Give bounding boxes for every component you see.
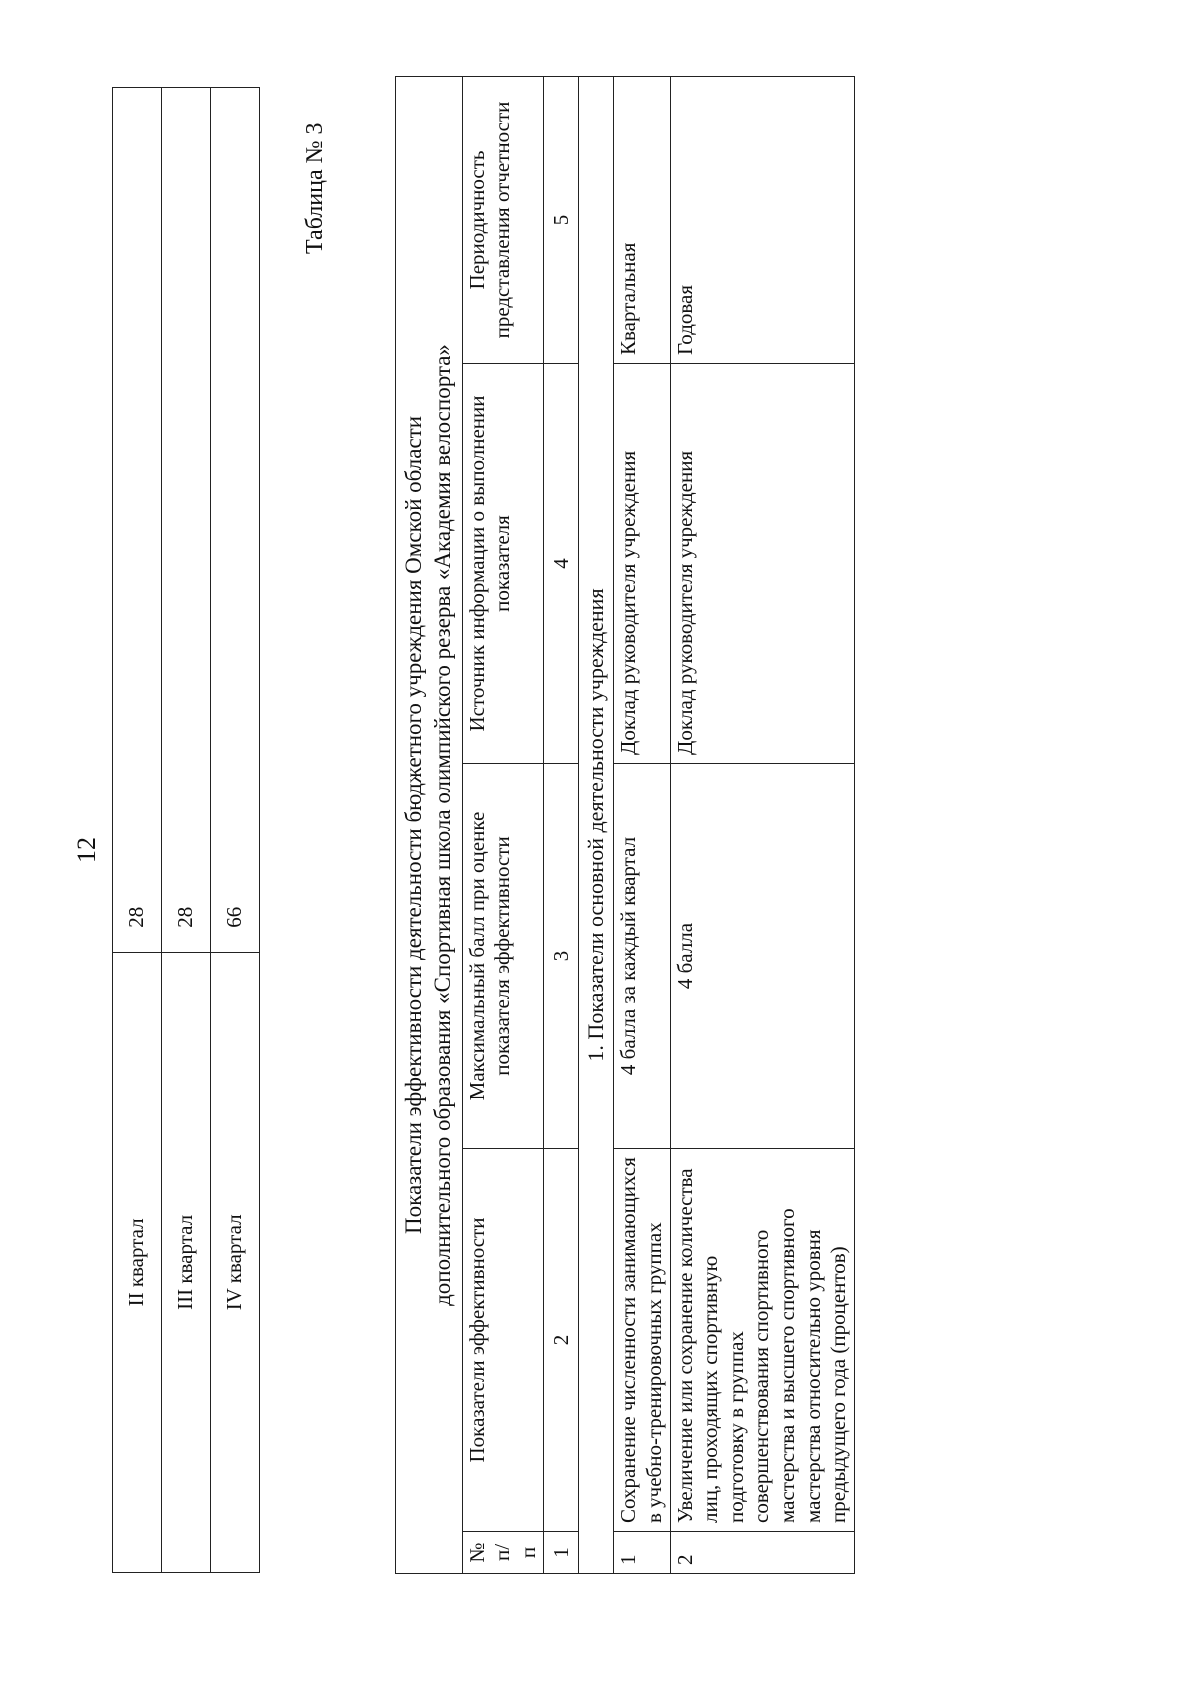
row-number: 1	[614, 1532, 670, 1574]
table-row	[670, 76, 854, 1573]
table-title	[396, 76, 463, 1573]
header-row	[462, 76, 544, 1573]
column-number: 2	[544, 1149, 579, 1532]
source-cell: Доклад руководителя учреждения	[670, 364, 854, 764]
header-cell: Источник информации о выполнении показателя	[462, 364, 544, 764]
source-cell: Доклад руководителя учреждения	[614, 364, 670, 764]
max-score-cell: 4 балла	[670, 764, 854, 1149]
table-row	[113, 88, 162, 1573]
column-number: 5	[544, 76, 579, 363]
table-row	[211, 88, 260, 1573]
section-title: 1. Показатели основной деятельности учреждения	[579, 76, 614, 1573]
periodicity-cell: Квартальная	[614, 76, 670, 363]
table-title-row	[396, 76, 463, 1573]
quarter-cell: II квартал	[113, 952, 162, 1572]
header-cell: № п/п	[462, 1532, 544, 1574]
table-title-line: Показатели эффективности деятельности бюджетного учреждения Омской области	[401, 415, 426, 1234]
indicator-cell: Сохранение численности занимающихся в учебно-тренировочных группах	[614, 1149, 670, 1532]
quarter-cell: III квартал	[162, 952, 211, 1572]
header-cell: Периодичность представления отчетности	[462, 76, 544, 363]
header-cell: Максимальный балл при оценке показателя эффективности	[462, 764, 544, 1149]
table-row	[614, 76, 670, 1573]
value-cell: 28	[162, 88, 211, 953]
quarter-cell: IV квартал	[211, 952, 260, 1572]
column-number: 1	[544, 1532, 579, 1574]
indicator-cell: Увеличение или сохранение количества лиц, проходящих спортивную подготовку в группах совершенствования спортивного мастерства и высшего спортивного мастерства относительно уровня предыдущего года (процентов)	[670, 1149, 854, 1532]
page-number: 12	[72, 837, 101, 863]
column-number-row	[544, 76, 579, 1573]
column-number: 3	[544, 764, 579, 1149]
value-cell: 66	[211, 88, 260, 953]
header-cell: Показатели эффективности	[462, 1149, 544, 1532]
table-row	[162, 88, 211, 1573]
indicators-table	[395, 76, 855, 1574]
table-title-line: дополнительного образования «Спортивная школа олимпийского резерва «Академия велоспорта»	[429, 344, 455, 1306]
section-row	[579, 76, 614, 1573]
row-number: 2	[670, 1532, 854, 1574]
periodicity-cell: Годовая	[670, 76, 854, 363]
table-label: Таблица № 3	[302, 122, 328, 254]
value-cell: 28	[113, 88, 162, 953]
column-number: 4	[544, 364, 579, 764]
max-score-cell: 4 балла за каждый квартал	[614, 764, 670, 1149]
quarters-table	[112, 87, 260, 1573]
